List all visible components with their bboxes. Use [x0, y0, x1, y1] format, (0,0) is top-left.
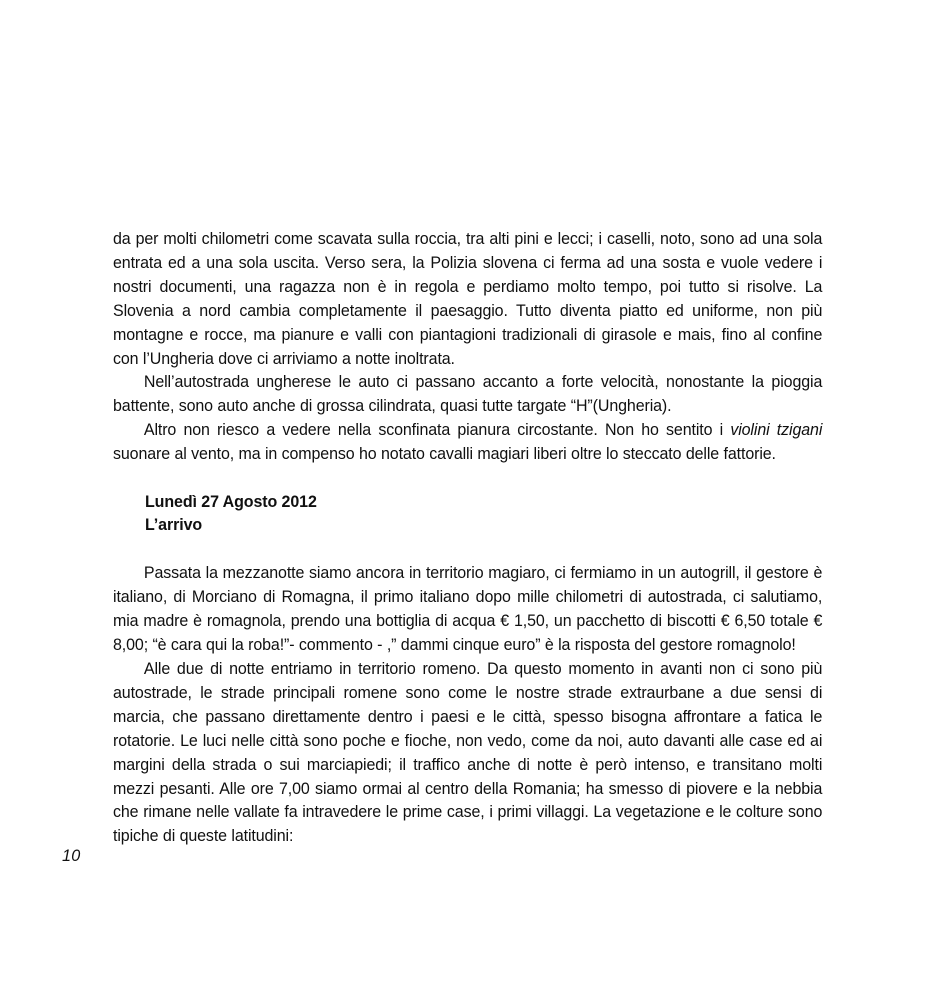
paragraph-4: Passata la mezzanotte siamo ancora in territorio magiaro, ci fermiamo in un autogrill, il gestore è italiano, di Morciano di Romagna, il primo italiano dopo mille chilometri di autostrada, ci salutiamo, mia madre è romagnola, prendo una bottiglia di acqua € 1,50, un pacchetto di biscotti € 6,50 totale € 8,00; “è cara qui la roba!”- commento - ,” dammi cinque euro” è la risposta del gestore romagnolo! [113, 563, 823, 655]
heading-subtitle: L’arrivo [145, 515, 203, 535]
paragraph-3-seg-italic: violini tzigani [730, 420, 823, 440]
heading-date: Lunedì 27 Agosto 2012 [145, 491, 317, 511]
page-number: 10 [62, 847, 81, 865]
paragraph-2: Nell’autostrada ungherese le auto ci passano accanto a forte velocità, nonostante la pioggia battente, sono auto anche di grossa cilindrata, quasi tutte targate “H”(Ungheria). [113, 372, 823, 416]
section-heading [113, 490, 848, 538]
heading-spacer [113, 537, 848, 561]
text-column [113, 227, 848, 848]
paragraph-5: Alle due di notte entriamo in territorio romeno. Da questo momento in avanti non ci sono più autostrade, le strade principali romene sono come le nostre strade extraurbane a due sensi di marcia, che passano direttamente dentro i paesi e le città, spesso bisogna affrontare a fatica le rotatorie. Le luci nelle città sono poche e fioche, non vedo, come da noi, auto davanti alle case ed ai margini della strada o sui marciapiedi; il traffico anche di notte è però intenso, e transitano molti mezzi pesanti. Alle ore 7,00 siamo ormai al centro della Romania; ha smesso di piovere e la nebbia che rimane nelle vallate fa intravedere le prime case, i primi villaggi. La vegetazione e le colture sono tipiche di queste latitudini: [113, 659, 823, 846]
paragraph-3-seg-roman-b: suonare al vento, ma in compenso ho notato cavalli magiari liberi oltre lo steccato delle fattorie. [113, 444, 776, 464]
paragraph-1: da per molti chilometri come scavata sulla roccia, tra alti pini e lecci; i caselli, noto, sono ad una sola entrata ed a una sola uscita. Verso sera, la Polizia slovena ci ferma ad una sosta e vuole vedere i nostri documenti, una ragazza non è in regola e perdiamo molto tempo, poi tutto si risolve. La Slovenia a nord cambia completamente il paesaggio. Tutto diventa piatto ed uniforme, non più montagne e rocce, ma pianure e valli con piantagioni tradizionali di girasole e mais, fino al confine con l’Ungheria dove ci arriviamo a notte inoltrata. [113, 229, 823, 368]
paragraph-3 [113, 418, 822, 466]
paragraph-3-seg-roman-a: Altro non riesco a vedere nella sconfinata pianura circostante. Non ho sentito i [143, 420, 731, 440]
